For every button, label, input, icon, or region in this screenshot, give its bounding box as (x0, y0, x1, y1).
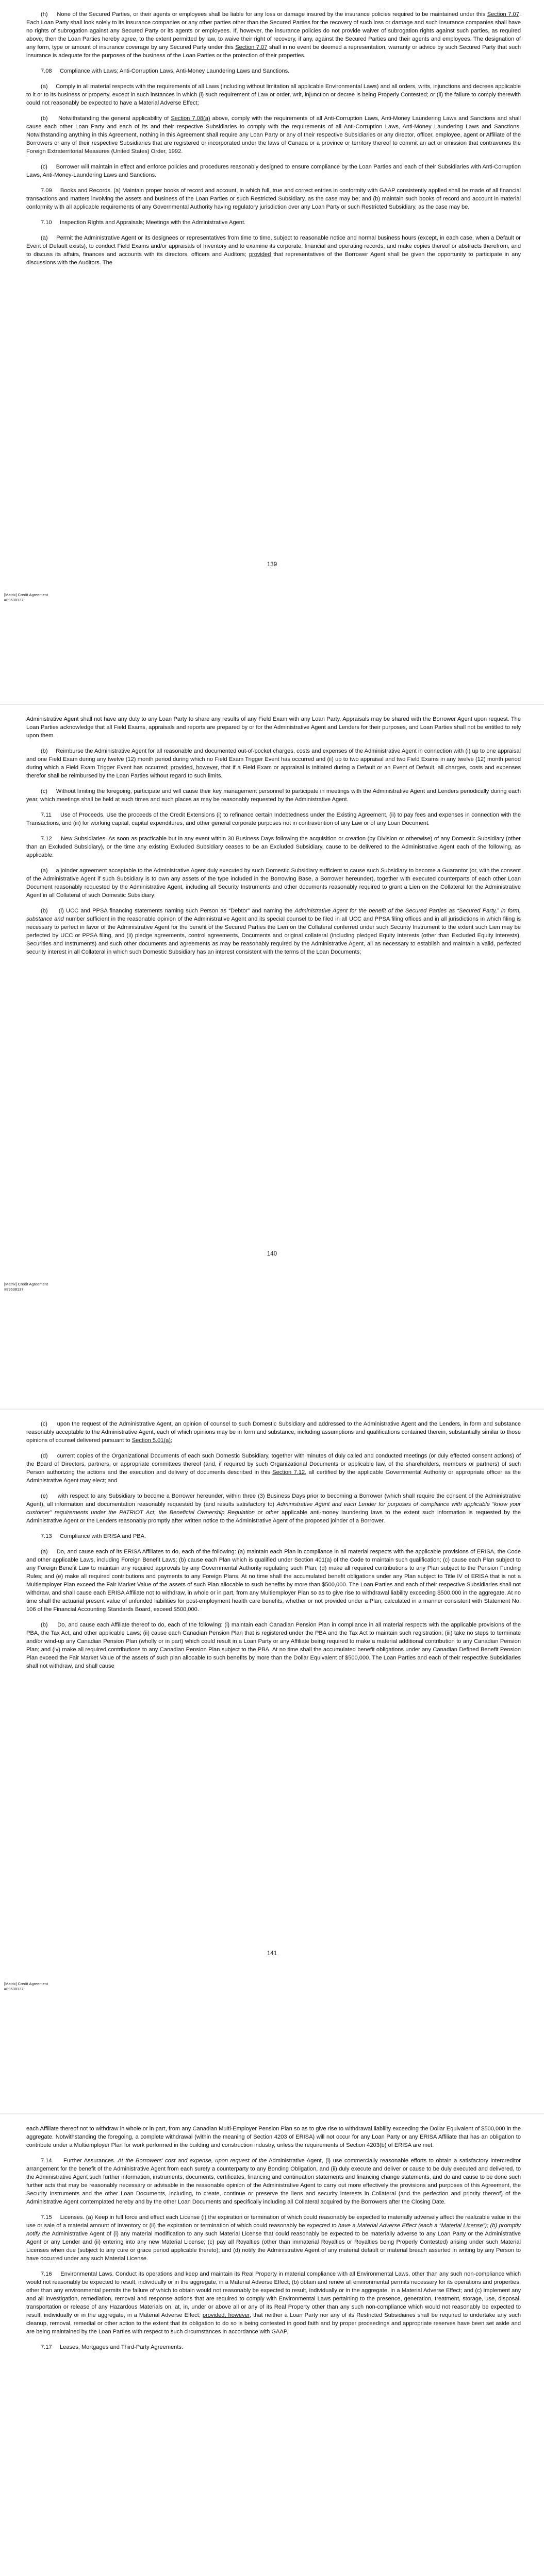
section-ref-7-08a[interactable]: Section 7.08(a) (171, 115, 210, 122)
page-139-body (26, 10, 521, 274)
page-140-body (26, 715, 521, 963)
section-7-14 (26, 2157, 521, 2206)
page-142 (0, 2114, 544, 2576)
page-141 (0, 1410, 544, 2113)
text: , that if a Field Exam or appraisal is initiated during a Default or an Event of Default, all charges, costs and expenses therefor shall be reimbursed by the Loan Parties without regard to such limits. (26, 765, 521, 779)
text: Administrative Agent, (i) use commercially reasonable efforts to obtain a satisfactory intercreditor arrangement for the benefit of the Administrative Agent from each surety a counterparty to any Bonding Obligation, and (ii) duly execute and deliver or cause to be duly executed and delivered, to the Administrative Agent such further information, instruments, documents, certificates, financing and continuation statements and financing change statements, and do and cause to be done such further acts that may be reasonably necessary or advisable in the reasonable opinion of the Administrative Agent to carry out more effectively the provisions and purposes of this Agreement, the Security Instruments and the other Loan Documents, including, to create, continue or preserve the liens and security interests in Collateral (and the perfection and priority thereof) of the Administrative Agent contemplated hereby and by the other Loan Documents and specifically including all Collateral acquired by the Borrowers after the Closing Date. (26, 2158, 521, 2205)
footer-title: [Matrix] Credit Agreement (4, 592, 48, 597)
section-ref-7-07[interactable]: Section 7.07 (487, 11, 519, 18)
text: 7.15 Licenses. (a) Keep in full force and effect each License (i) the expiration or termination of which could reasonably be expected to materially adversely affect the realizable value in the use or sale of a material amount of Inventory or (ii) the expiration or termination of which could reasonably be (26, 2214, 521, 2229)
text-italic: expected to have a Material Adverse Effect (each a “ (306, 2223, 441, 2229)
text: ; (171, 1437, 173, 1444)
page-142-body (26, 2125, 521, 2359)
text: number sufficient in the reasonable opinion of the Administrative Agent and its special counsel to be filed in all UCC and PPSA filing offices and in all jurisdictions in which filing is necessary to perfect in favor of the Administrative Agent for the benefit of the Secured Parties the Lien on the Collateral conferred under such Security Instrument to the extent such Lien may be perfected by UCC or PPSA filing, and (ii) pledge agreements, control agreements, Documents and original collateral (including pledged Equity Interests (other than Excluded Equity Interests), Securities and Instruments) and such other documents and agreements as may be reasonably required by the Administrative Agent, all as necessary to establish and maintain a valid, perfected security interest in all Collateral in which such Domestic Subsidiary has an interest consistent with the terms of the Loan Documents; (26, 916, 521, 955)
section-heading-7-13: 7.13 Compliance with ERISA and PBA. (41, 1533, 146, 1539)
text: applicable anti-money laundering laws to the extent such information is requested by the Administrative Agent or the Lenders reasonably promptly after written notice to the Administrative Agent of the proposed joinder of a Borrower. (26, 1510, 521, 1524)
section-7-11: 7.11 Use of Proceeds. Use the proceeds of the Credit Extensions (i) to refinance certain Indebtedness under the Existing Agreement, (ii) to pay fees and expenses in connection with the Transactions, and (iii) for working capital, capital expenditures, and other general corporate purposes not in contravention of any Law or of any Loan Document. (26, 812, 521, 826)
paragraph-c: (c) Borrower will maintain in effect and enforce policies and procedures reasonably designed to ensure compliance by the Loan Parties and each of their Subsidiaries with Anti-Corruption Laws, Anti-Money-Laundering Laws and Sanctions. (26, 164, 521, 178)
paragraph-e (26, 1492, 521, 1525)
section-ref-7-07[interactable]: Section 7.07 (235, 44, 268, 50)
page-139 (0, 0, 544, 703)
paragraph-b2 (26, 907, 521, 956)
paragraph-a: (a) a joinder agreement acceptable to the Administrative Agent duly executed by such Domestic Subsidiary sufficient to cause such Subsidiary to become a Guarantor (or, with the consent of the Administrative Agent if such Subsidiary is to own any assets of the type included in the Borrowing Base, a Borrower hereunder), together with executed counterparts of each other Loan Document reasonably requested by the Administrative Agent, including all Security Instruments and other documents reasonably required to grant a Lien on the Collateral for the Administrative Agent in all Collateral of such Domestic Subsidiary; (26, 868, 521, 899)
paragraph-a-7-10 (26, 234, 521, 267)
text: (a) Permit the Administrative Agent or its designees or representatives from time to time, subject to reasonable notice and normal business hours (except, in each case, when a Default or Event of Default exists), to conduct Field Exams and/or appraisals of Inventory and to examine its corporate, financial and operating records, and make copies thereof or abstracts therefrom, and to discuss its affairs, finances and accounts with its directors, officers and Auditors; (26, 235, 521, 258)
text: (h) None of the Secured Parties, or their agents or employees shall be liable for any loss or damage insured by the insurance policies required to be maintained under this (41, 11, 487, 18)
footer (4, 592, 48, 603)
text: (c) upon the request of the Administrative Agent, an opinion of counsel to such Domestic Subsidiary and addressed to the Administrative Agent and the Lenders, in form and substance reasonably acceptable to the Administrative Agent, each of which opinions may be in form and substance, including assumptions and qualifications contained therein, substantially similar to those opinions of counsel delivered pursuant to (26, 1421, 521, 1444)
footer-doc-id: #89638137 (4, 1987, 24, 1991)
paragraph-b: (b) Do, and cause each Affiliate thereof to do, each of the following: (i) maintain each Canadian Pension Plan in compliance in all material respects with the applicable provisions of the PBA, the Tax Act, and other applicable Laws; (ii) cause each Canadian Pension Plan that is registered under the PBA and the Tax Act to maintain such registration; (iii) take no steps to terminate and/or wind-up any Canadian Pension Plan (wholly or in part) which could result in a Loan Party or any Affiliate being required to make a material additional contribution to any Canadian Pension Plan; and (iv) make all required contributions to any Canadian Pension Plan subject to the PBA. At no time shall the accumulated benefit obligations under any Canadian Defined Benefit Pension Plan exceed the Fair Market Value of the assets of such plan allocable to such benefits by more than the Dollar Equivalent of $500,000. The Loan Parties and each of their respective Subsidiaries shall not withdraw, and shall cause (26, 1622, 521, 1669)
section-7-09: 7.09 Books and Records. (a) Maintain proper books of record and account, in which full, true and correct entries in conformity with GAAP consistently applied shall be made of all financial transactions and matters involving the assets and business of the Loan Parties or such Restricted Subsidiary, as the case may be; and (b) maintain such books of record and account in material conformity with all applicable requirements of any Governmental Authority having regulatory jurisdiction over any Loan Party or such Restricted Subsidiary, as the case may be. (26, 188, 521, 210)
paragraph-h (26, 10, 521, 60)
text-italic: Administrative Agent and each Lender for purposes of compliance with applicable “know your customer” requirements under the PATRIOT Act, the Beneficial Ownership Regulation or other (26, 1501, 521, 1516)
page-140 (0, 705, 544, 1408)
text: (b) (i) UCC and PPSA financing statements naming such Person as “Debtor” and naming the (41, 908, 295, 914)
text-italic: ”); (b) promptly notify the (26, 2223, 521, 2237)
section-heading-7-17: 7.17 Leases, Mortgages and Third-Party Agreements. (41, 2344, 184, 2350)
section-heading-7-08: 7.08 Compliance with Laws; Anti-Corruption Laws, Anti-Money Laundering Laws and Sanctions. (41, 68, 290, 74)
page-number: 141 (267, 1951, 277, 1957)
text: , that neither a Loan Party nor any of its Restricted Subsidiaries shall be required to undertake any such cleanup, removal, remedial or other action to the extent that its obligation to do so is being contested in good faith and by proper proceedings and appropriate reserves have been set aside and are being maintained by the Loan Parties with respect to such circumstances in accordance with GAAP. (26, 2312, 521, 2335)
text: (b) Reimburse the Administrative Agent for all reasonable and documented out-of-pocket charges, costs and expenses of the Administrative Agent in connection with (i) up to one appraisal and one Field Exam during any twelve (12) month period during which no Field Exam Trigger Event has occurred and (ii) up to two appraisal and two Field Exams in any twelve (12) month period during which a Field Exam Trigger Event has occurred; (26, 748, 521, 771)
page-number: 139 (267, 562, 277, 568)
paragraph-a: (a) Comply in all material respects with the requirements of all Laws (including without limitation all applicable Environmental Laws) and all orders, writs, injunctions and decrees applicable to it or to its business or property, except in such instances in which (i) such requirement of Law or order, writ, injunction or decree is being Properly Contested; or (ii) the failure to comply therewith could not reasonably be expected to have a Material Adverse Effect; (26, 83, 521, 106)
paragraph-b (26, 114, 521, 156)
page-141-body (26, 1420, 521, 1677)
paragraph-continued: Administrative Agent shall not have any duty to any Loan Party to share any results of any Field Exam with any Loan Party. Appraisals may be shared with the Borrower Agent upon request. The Loan Parties acknowledge that all Field Exams, appraisals and reports are prepared by or for the Administrative Agent and Lenders for their purposes, and Loan Parties shall not be entitled to rely upon them. (26, 716, 521, 739)
text: 7.16 Environmental Laws. Conduct its operations and keep and maintain its Real Property in material compliance with all Environmental Laws, other than any such non-compliance which would not reasonably be expected to result, individually or in the aggregate, in a Material Adverse Effect; (b) obtain and renew all environmental permits necessary for its operations and properties, other than any environmental permits the failure of which to obtain would not reasonably be expected to result, individually or in the aggregate, in a Material Adverse Effect; and (c) implement any and all investigation, remediation, removal and response actions that are required to comply with Environmental Laws pertaining to the presence, generation, treatment, storage, use, disposal, transportation or release of any Hazardous Materials on, at, in, under or above all or any of its Real Property other than any such non-compliance which would not reasonably be expected to result, individually or in the aggregate, in a Material Adverse Effect; (26, 2271, 521, 2318)
section-ref-7-12[interactable]: Section 7.12 (272, 1469, 305, 1476)
section-heading-7-10: 7.10 Inspection Rights and Appraisals; Meetings with the Administrative Agent. (41, 219, 246, 226)
text: 7.14 Further Assurances. (41, 2158, 118, 2164)
text: (b) Notwithstanding the general applicability of (41, 115, 171, 122)
provided-however-term: provided, however (202, 2312, 250, 2318)
paragraph-continued: each Affiliate thereof not to withdraw in whole or in part, from any Canadian Multi-Employer Pension Plan so as to give rise to withdrawal liability exceeding the Dollar Equivalent of $500,000 in the aggregate. Notwithstanding the foregoing, a complete withdrawal (within the meaning of Section 4203 of ERISA) will not occur for any Loan Party or any ERISA Affiliate that has an obligation to contribute under a Multiemployer Plan for work performed in the building and construction industry, unless the requirements of Section 4203(b) of ERISA are met. (26, 2126, 521, 2148)
footer-title: [Matrix] Credit Agreement (4, 1282, 48, 1286)
text: shall in no event be deemed a representation, warranty or advice by such Secured Party that such insurance is adequate for the purposes of the business of the Loan Parties or the protection of their properties. (26, 44, 521, 59)
footer (4, 1282, 48, 1292)
footer-doc-id: #89638137 (4, 1287, 24, 1292)
text: , all certified by the applicable Governmental Authority or appropriate officer as the Administrative Agent may elect; and (26, 1469, 521, 1484)
text: (d) current copies of the Organizational Documents of each such Domestic Subsidiary, together with minutes of duly called and conducted meetings (or duly effected consent actions) of the Board of Directors, partners, or appropriate committees thereof (and, if required by such Organizational Documents or applicable law, of the shareholders, members or partners) of such Person authorizing the actions and the execution and delivery of documents described in this (26, 1453, 521, 1476)
paragraph-a: (a) Do, and cause each of its ERISA Affiliates to do, each of the following: (a) maintain each Plan in compliance in all material respects with the applicable provisions of ERISA, the Code and other applicable Laws, including Foreign Benefit Laws; (b) cause each Plan which is qualified under Section 401(a) of the Code to maintain such qualification; (c) cause each Plan subject to any Foreign Benefit Law to maintain any required approvals by any Governmental Authority regulating such Plan; (d) make all required contributions to any Plan subject to the Pension Funding Rules; and (e) make all required contributions and payments to any Foreign Plans. At no time shall the accumulated benefit obligations under any Plan subject to Title IV of ERISA that is not a Multiemployer Plan exceed the Fair Market Value of the assets of such Plan allocable to such benefits by more than $500,000. The Loan Parties and each of their respective Subsidiaries shall not withdraw, and shall cause each ERISA Affiliate not to withdraw, in whole or in part, from any Multiemployer Plan so as to give rise to withdrawal liability exceeding $500,000 in the aggregate. At no time shall the actuarial present value of unfunded liabilities for post-employment health care benefits, whether or not provided under a Plan, calculated in a manner consistent with Statement No. 106 of the Financial Accounting Standards Board, exceed $500,000. (26, 1549, 521, 1613)
paragraph-c (26, 1420, 521, 1445)
paragraph-c: (c) Without limiting the foregoing, participate and will cause their key management personnel to participate in meetings with the Administrative Agent and Lenders periodically during each year, which meetings shall be held at such times and such places as may be reasonably requested by the Administrative Agent. (26, 788, 521, 803)
footer (4, 1981, 48, 1992)
section-ref-5-01a[interactable]: Section 5.01(a) (131, 1437, 171, 1444)
provided-however-term: provided, however (170, 765, 218, 771)
text: above, comply with the requirements of all Anti-Corruption Laws, Anti-Money Laundering Laws and Sanctions and shall cause each other Loan Party and each of its and their respective Subsidiaries to comply with the requirements of all Anti-Corruption Laws, Anti-Money Laundering Laws and Sanctions. Notwithstanding anything in this Agreement, nothing in this Agreement shall require any Loan Party or any of their respective Subsidiaries or any director, officer, employee, agent or Affiliate of the Borrowers or any of their respective Subsidiaries that are registered or incorporated under the laws of Canada or a province or territory thereof to commit an act or omission that contravenes the Foreign Extraterritorial Measures (United States) Order, 1992. (26, 115, 521, 155)
text-italic: Administrative Agent for the benefit of the Secured Parties as “Secured Party,” in form, substance and (26, 908, 521, 922)
section-7-15 (26, 2213, 521, 2263)
defined-term-material-license: Material License (441, 2223, 483, 2229)
provided-term: provided (249, 251, 271, 258)
footer-title: [Matrix] Credit Agreement (4, 1981, 48, 1986)
text-italic: At the Borrowers’ cost and expense, upon request of the (118, 2158, 267, 2164)
page-number: 140 (267, 1251, 277, 1257)
text: that representatives of the Borrower Agent shall be given the opportunity to participate in any discussions with the Auditors. The (26, 251, 521, 266)
text: (e) with respect to any Subsidiary to become a Borrower hereunder, within three (3) Business Days prior to becoming a Borrower (which shall require the consent of the Administrative Agent), all information and documentation reasonably requested by (and results satisfactory to) (26, 1493, 521, 1507)
footer-doc-id: #89638137 (4, 598, 24, 602)
section-7-16 (26, 2270, 521, 2336)
text: Administrative Agent of (i) any material modification to any such Material License that could reasonably be expected to be materially adverse to any Loan Party or the Administrative Agent or any Lender and (ii) entering into any new Material License; (c) pay all Royalties (other than immaterial Royalties or Royalties being Properly Contested) arising under such Material Licenses when due (subject to any cure or grace period applicable thereto); and (d) notify the Administrative Agent of any material default or material breach asserted in writing by any Person to have occurred under any such Material License. (26, 2231, 521, 2262)
paragraph-b (26, 747, 521, 780)
text: . Each Loan Party shall look solely to its insurance companies or any other parties other than the Secured Parties for the recovery of such loss or damage and such insurance companies shall have no rights of subrogation against any Secured Party or its agents or employees. If, however, the insurance policies do not provide waiver of subrogation rights against such parties, as required above, then the Loan Parties hereby agree, to the extent permitted by law, to waive their right of recovery, if any, against the Secured Parties and their agents and employees. The designation of any form, type or amount of insurance coverage by any Secured Party under this (26, 11, 521, 50)
section-7-12: 7.12 New Subsidiaries. As soon as practicable but in any event within 30 Business Days following the acquisition or creation (by Division or otherwise) of any Domestic Subsidiary (other than an Excluded Subsidiary), or the time any existing Excluded Subsidiary ceases to be an Excluded Subsidiary, cause to be delivered to the Administrative Agent each of the following, as applicable: (26, 836, 521, 858)
paragraph-d (26, 1452, 521, 1485)
